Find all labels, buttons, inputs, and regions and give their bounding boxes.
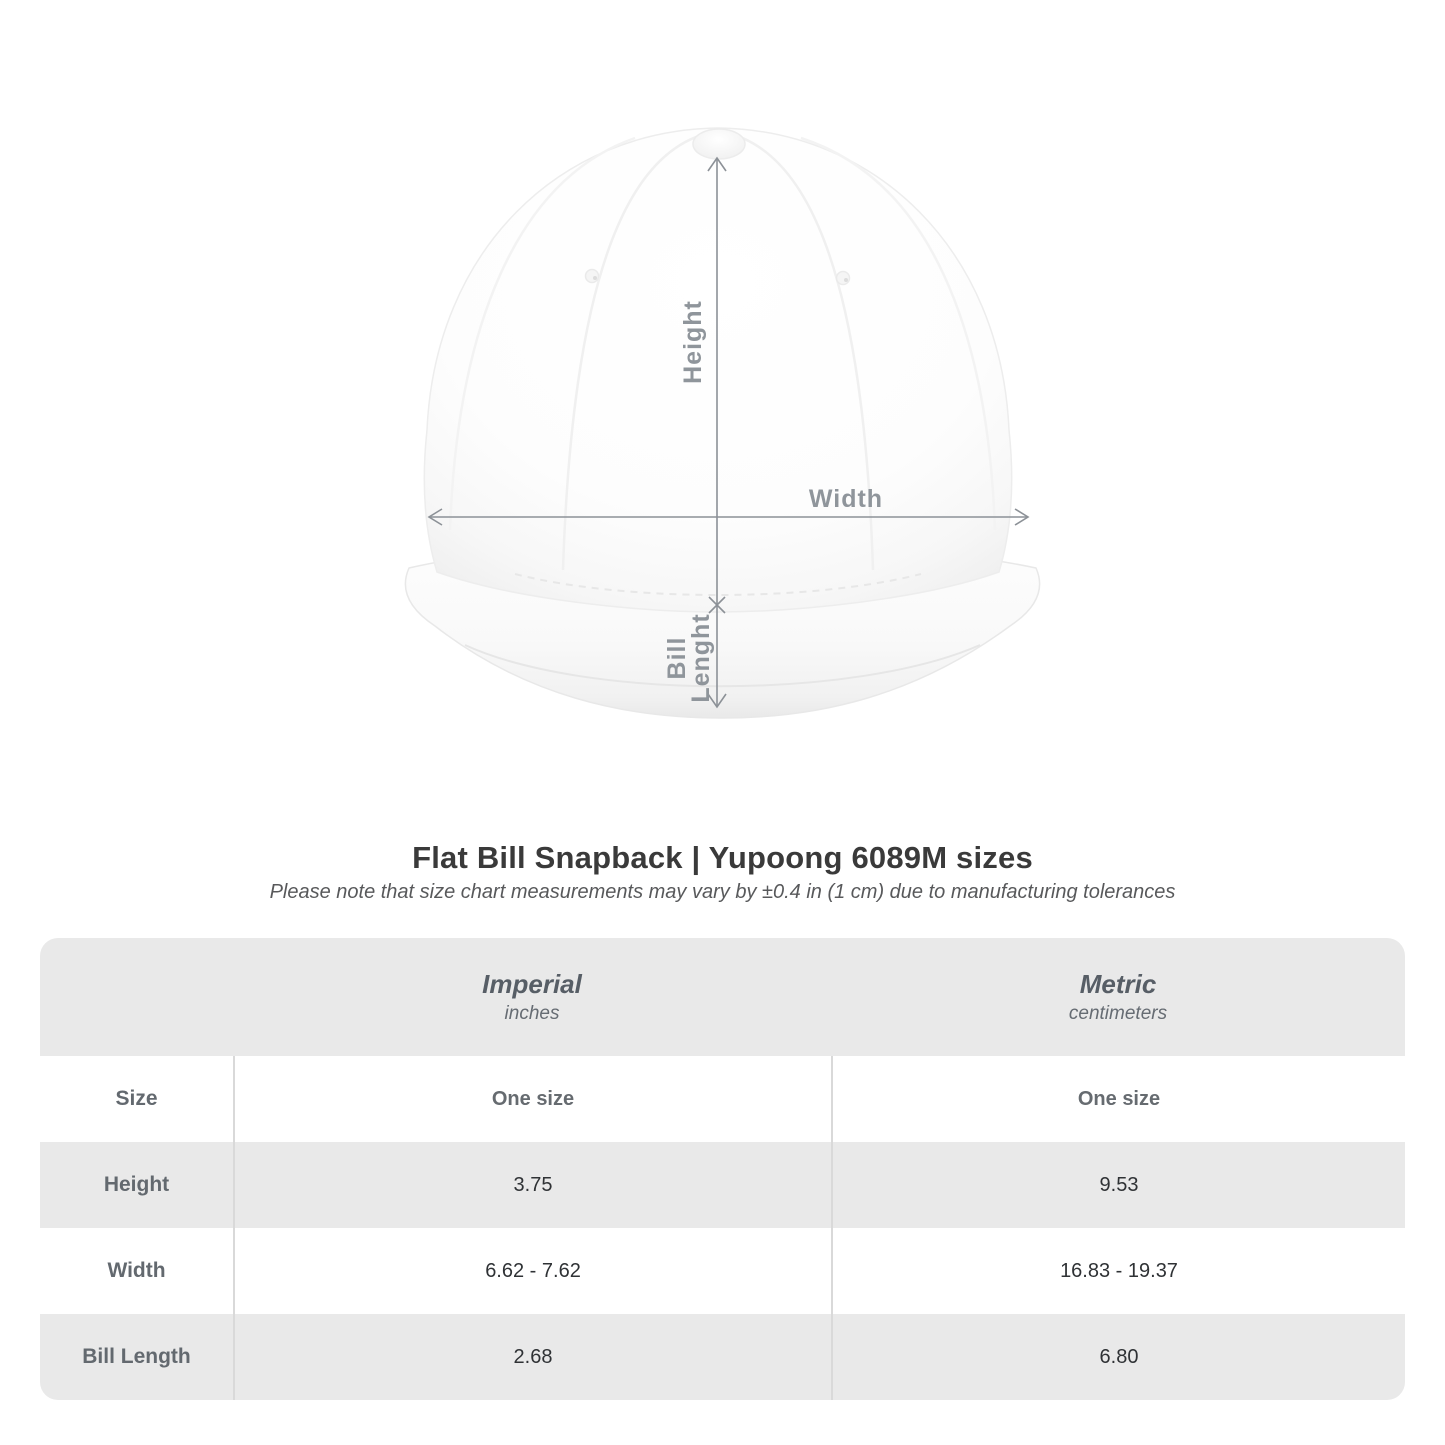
hat-illustration [395, 100, 1050, 745]
bill-length-label-line1: Bill [663, 636, 691, 680]
column-header-imperial [233, 969, 831, 1025]
hat-crown-shape [424, 128, 1012, 612]
hat-size-diagram [395, 100, 1050, 745]
imperial-value: One size [233, 1056, 831, 1142]
page-title: Flat Bill Snapback | Yupoong 6089M sizes [412, 840, 1033, 875]
table-row-width [40, 1228, 1405, 1314]
size-table-header [40, 938, 1405, 1056]
row-label: Width [107, 1259, 166, 1282]
imperial-label: Imperial [482, 969, 582, 999]
height-dimension-label: Height [679, 300, 707, 384]
width-dimension-label: Width [808, 485, 884, 513]
row-label: Height [103, 1173, 170, 1196]
size-table [40, 938, 1405, 1400]
imperial-value: 3.75 [233, 1142, 831, 1228]
metric-label: Metric [1079, 969, 1157, 999]
table-row-height [40, 1142, 1405, 1228]
hat-eyelet-right [837, 272, 850, 285]
bill-length-label-line2: Lenght [687, 613, 715, 703]
page-subtitle: Please note that size chart measurements may vary by ±0.4 in (1 cm) due to manufacturing tolerances [269, 881, 1176, 903]
table-row-bill-length [40, 1314, 1405, 1400]
metric-unit: centimeters [1068, 1003, 1168, 1024]
row-label: Bill Length [82, 1345, 191, 1368]
metric-value: One size [831, 1056, 1405, 1142]
column-header-metric [831, 969, 1405, 1025]
hat-eyelet-left [586, 270, 599, 283]
imperial-unit: inches [504, 1003, 560, 1024]
metric-value: 16.83 - 19.37 [831, 1228, 1405, 1314]
metric-value: 9.53 [831, 1142, 1405, 1228]
table-row-size [40, 1056, 1405, 1142]
hat-top-button [693, 129, 745, 159]
metric-value: 6.80 [831, 1314, 1405, 1400]
imperial-value: 6.62 - 7.62 [233, 1228, 831, 1314]
row-label: Size [115, 1087, 158, 1110]
imperial-value: 2.68 [233, 1314, 831, 1400]
